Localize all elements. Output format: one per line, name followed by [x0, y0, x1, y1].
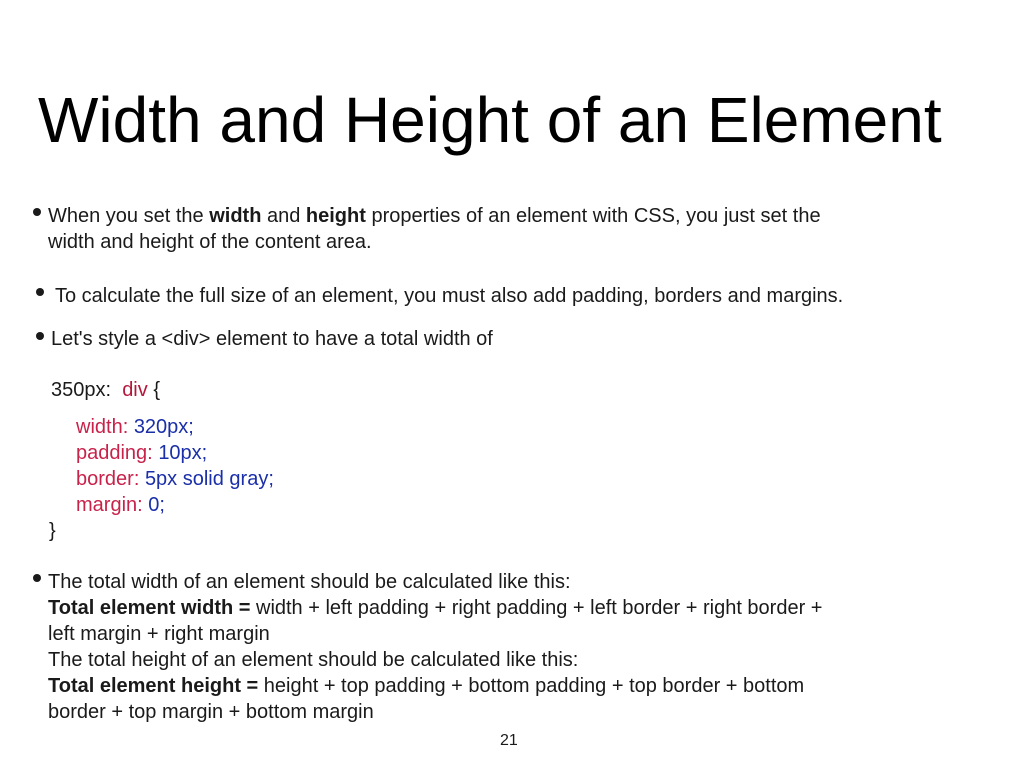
bullet-1-pre: When you set the [48, 205, 210, 227]
bullet-3-text: Let's style a <div> element to have a total width of [51, 328, 493, 350]
code-selector-line [51, 377, 160, 403]
code-margin-line [76, 492, 165, 518]
code-border-val: 5px solid gray; [144, 468, 274, 490]
code-width-prop: width: [76, 416, 129, 438]
bullet-1-line-2: width and height of the content area. [48, 231, 372, 253]
code-width-val: 320px; [133, 416, 194, 438]
bullet-4-line-1: The total width of an element should be calculated like this: [48, 571, 571, 593]
bullet-1-line-1 [48, 203, 821, 229]
page-number: 21 [500, 732, 518, 749]
bullet-dot-1 [33, 208, 41, 216]
height-keyword: height [305, 205, 366, 227]
bullet-2-text: To calculate the full size of an element, you must also add padding, borders and margins. [55, 285, 844, 307]
total-height-label: Total element height = [48, 675, 259, 697]
code-prefix: 350px: [51, 379, 112, 401]
bullet-4-width-formula-2: left margin + right margin [48, 623, 270, 645]
bullet-1-and: and [261, 205, 306, 227]
code-close-brace: } [49, 520, 56, 542]
bullet-1-post: properties of an element with CSS, you just set the [365, 205, 821, 227]
code-border-line [76, 466, 274, 492]
code-padding-prop: padding: [76, 442, 153, 464]
code-margin-prop: margin: [76, 494, 143, 516]
bullet-4-line-4: The total height of an element should be calculated like this: [48, 649, 579, 671]
code-padding-line [76, 440, 207, 466]
code-margin-val: 0; [148, 494, 165, 516]
code-border-prop: border: [76, 468, 140, 490]
code-selector: div [122, 379, 148, 401]
bullet-4-width-formula [48, 595, 822, 621]
total-width-label: Total element width = [48, 597, 251, 619]
code-width-line [76, 414, 194, 440]
bullet-dot-2 [36, 288, 44, 296]
bullet-4-height-formula [48, 673, 804, 699]
code-padding-val: 10px; [158, 442, 208, 464]
total-width-formula: width + left padding + right padding + left border + right border + [250, 597, 823, 619]
total-height-formula: height + top padding + bottom padding + top border + bottom [258, 675, 805, 697]
bullet-dot-4 [33, 574, 41, 582]
slide-title: Width and Height of an Element [38, 84, 942, 156]
code-open-brace: { [153, 379, 161, 401]
width-keyword: width [209, 205, 262, 227]
bullet-4-height-formula-2: border + top margin + bottom margin [48, 701, 374, 723]
bullet-dot-3 [36, 332, 44, 340]
